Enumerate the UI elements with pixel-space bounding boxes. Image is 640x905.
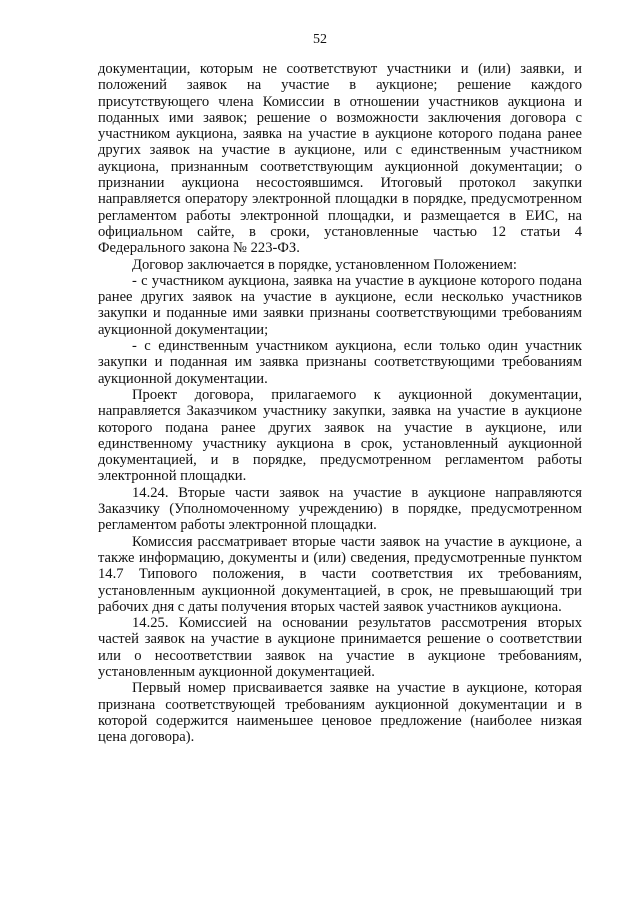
paragraph-contract-order: Договор заключается в порядке, установленном Положением: [132, 256, 517, 273]
paragraph-draft-contract: Проект договора, прилагаемого к аукционной документации, направляется Заказчиком участнику закупки, заявка на участие в аукционе которого подана ранее других заявок на участие в аукционе, или единственному участнику аукциона в срок, установленный аукционной документацией, и в порядке, предусмотренном регламентом работы электронной площадки. [98, 386, 582, 485]
paragraph-protocol-contents: документации, которым не соответствуют участники и (или) заявки, и положений заявок на участие в аукционе; решение каждого присутствующего члена Комиссии в отношении участников аукциона и поданных ими заявок; решение о возможности заключения договора с участником аукциона, заявка на участие в аукционе которого подана ранее других заявок на участие в аукционе, или с единственным участником аукциона, признанным соответствующим аукционной документации; о признании аукциона несостоявшимся. Итоговый протокол закупки направляется оператору электронной площадки в порядке, предусмотренном регламентом работы электронной площадки, и размещается в ЕИС, на официальном сайте, в сроки, установленные частью 12 статьи 4 Федерального закона № 223-ФЗ. [98, 61, 582, 257]
paragraph-commission-review: Комиссия рассматривает вторые части заявок на участие в аукционе, а также информацию, документы и (или) сведения, предусмотренные пунктом 14.7 Типового положения, в части соответствия их требованиям, установленным аукционной документацией, в срок, не превышающий три рабочих дня с даты получения вторых частей заявок участников аукциона. [98, 533, 582, 615]
paragraph-clause-14-24: 14.24. Вторые части заявок на участие в аукционе направляются Заказчику (Уполномоченному учреждению) в порядке, предусмотренном регламентом работы электронной площадки. [98, 484, 582, 534]
document-body [98, 61, 582, 745]
page-number: 52 [313, 32, 327, 47]
paragraph-contract-single-participant: - с единственным участником аукциона, если только один участник закупки и поданная им заявка признаны соответствующими требованиям аукционной документации. [98, 338, 582, 387]
paragraph-clause-14-25: 14.25. Комиссией на основании результатов рассмотрения вторых частей заявок на участие в аукционе принимается решение о соответствии или о несоответствии заявок на участие в аукционе требованиям, установленным аукционной документацией. [98, 615, 582, 680]
paragraph-first-number: Первый номер присваивается заявке на участие в аукционе, которая признана соответствующей требованиям аукционной документации и в которой содержится наименьшее ценовое предложение (наиболее низкая цена договора). [98, 680, 582, 746]
paragraph-contract-several-participants: - с участником аукциона, заявка на участие в аукционе которого подана ранее других заявок на участие в аукционе, если несколько участников закупки и поданные ими заявки признаны соответствующими требованиям аукционной документации; [98, 272, 582, 338]
